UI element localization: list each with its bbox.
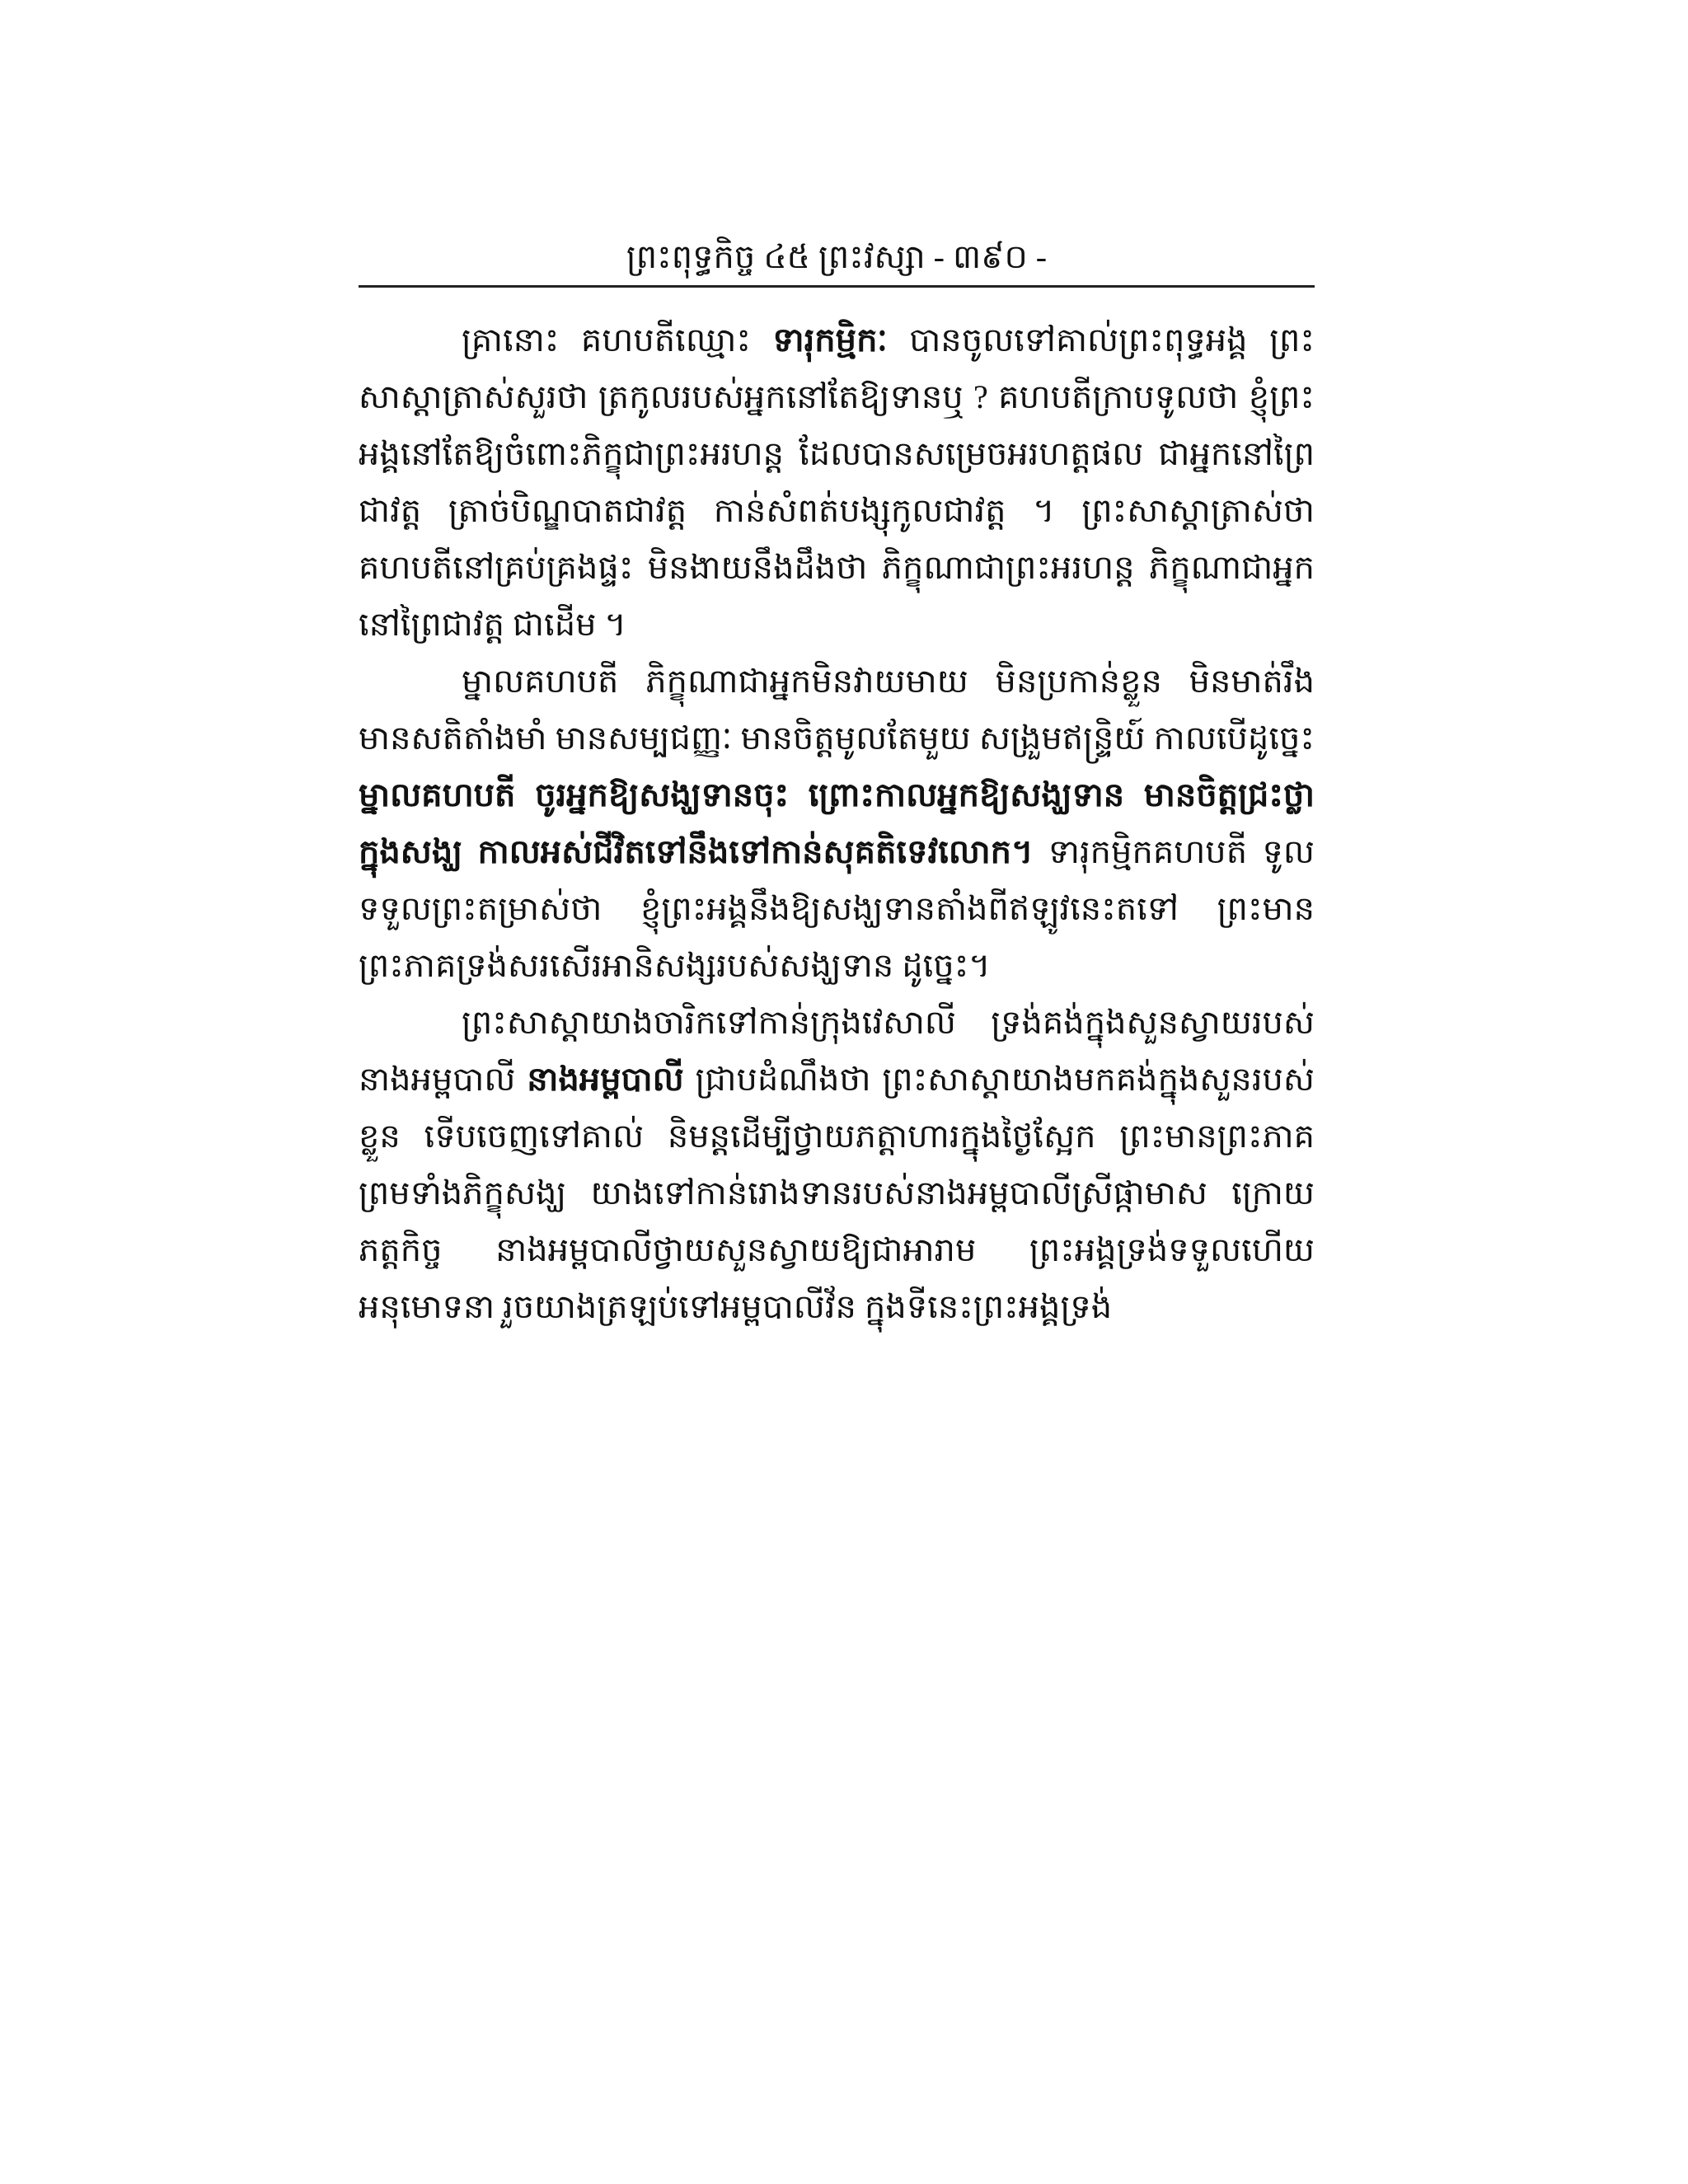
paragraph-3 <box>359 994 1315 1335</box>
text-run: បានចូលទៅគាល់ព្រះពុទ្ធអង្គ ព្រះសាស្ដាត្រាស់សួរថា ត្រកូលរបស់អ្នកនៅតែឱ្យទានឬ ? គហបតីក្រាបទូលថា ខ្ញុំព្រះអង្គនៅតែឱ្យចំពោះភិក្ខុជាព្រះអរហន្ត ដែលបានសម្រេចអរហត្តផល ជាអ្នកនៅព្រៃជាវត្ត ត្រាច់បិណ្ឌបាតជាវត្ត កាន់សំពត់បង្សុកូលជាវត្ត ។ ព្រះសាស្ដាត្រាស់ថា គហបតីនៅគ្រប់គ្រងផ្ទះ មិនងាយនឹងដឹងថា ភិក្ខុណាជាព្រះអរហន្ត ភិក្ខុណាជាអ្នកនៅព្រៃជាវត្ត ជាដើម ។ <box>359 321 1315 643</box>
text-run: ជ្រាបដំណឹងថា ព្រះសាស្ដាយាងមកគង់ក្នុងសួនរបស់ខ្លួន ទើបចេញទៅគាល់ និមន្តដើម្បីថ្វាយភត្តាហារក្នុងថ្ងៃស្អែក ព្រះមានព្រះភាគព្រមទាំងភិក្ខុសង្ឃ យាងទៅកាន់រោងទានរបស់នាងអម្ពបាលីស្រីផ្កាមាស ក្រោយភត្តកិច្ច នាងអម្ពបាលីថ្វាយសួនស្វាយឱ្យជាអារាម ព្រះអង្គទ្រង់ទទួលហើយអនុមោទនា រួចយាងត្រឡប់ទៅអម្ពបាលីវ័ន ក្នុងទីនេះព្រះអង្គទ្រង់ <box>359 1061 1315 1325</box>
text-run: គ្រានោះ គហបតីឈ្មោះ <box>462 321 773 359</box>
body-text <box>359 312 1315 1335</box>
text-run: ម្នាលគហបតី ភិក្ខុណាជាអ្នកមិនវាយមាយ មិនប្រកាន់ខ្លួន មិនមាត់រឹង មានសតិតាំងមាំ មានសម្បជញ្ញៈ មានចិត្តមូលតែមួយ សង្រួមឥន្ទ្រិយ៍ កាលបើដូច្នេះ <box>359 663 1315 757</box>
text-run: ព្រះសាស្ដាយាងចារិកទៅកាន់ក្រុងវេសាលី ទ្រង់គង់ក្នុងសួនស្វាយរបស់នាងអម្ពបាលី <box>359 1004 1315 1098</box>
running-head: ព្រះពុទ្ធកិច្ច ៤៥ ព្រះវស្សា - ៣៩០ - <box>626 238 1048 275</box>
bold-name: នាងអម្ពបាលី <box>527 1061 684 1098</box>
paragraph-1 <box>359 312 1315 653</box>
bold-quote: ម្នាលគហបតី ចូរអ្នកឱ្យសង្ឃទានចុះ ព្រោះកាលអ្នកឱ្យសង្ឃទាន មានចិត្តជ្រះថ្លាក្នុងសង្ឃ កាលអស់ជីវិតទៅនឹងទៅកាន់សុគតិទេវលោក។ <box>359 776 1315 870</box>
paragraph-2 <box>359 653 1315 994</box>
bold-name: ទារុកម្មិកៈ <box>772 321 888 359</box>
header-rule <box>359 285 1315 288</box>
text-run: ទារុកម្មិកគហបតី ទូលទទួលព្រះតម្រាស់ថា ខ្ញុំព្រះអង្គនឹងឱ្យសង្ឃទានតាំងពីឥឡូវនេះតទៅ ព្រះមានព្រះភាគទ្រង់សរសើរអានិសង្សរបស់សង្ឃទាន ដូច្នេះ។ <box>359 833 1315 984</box>
